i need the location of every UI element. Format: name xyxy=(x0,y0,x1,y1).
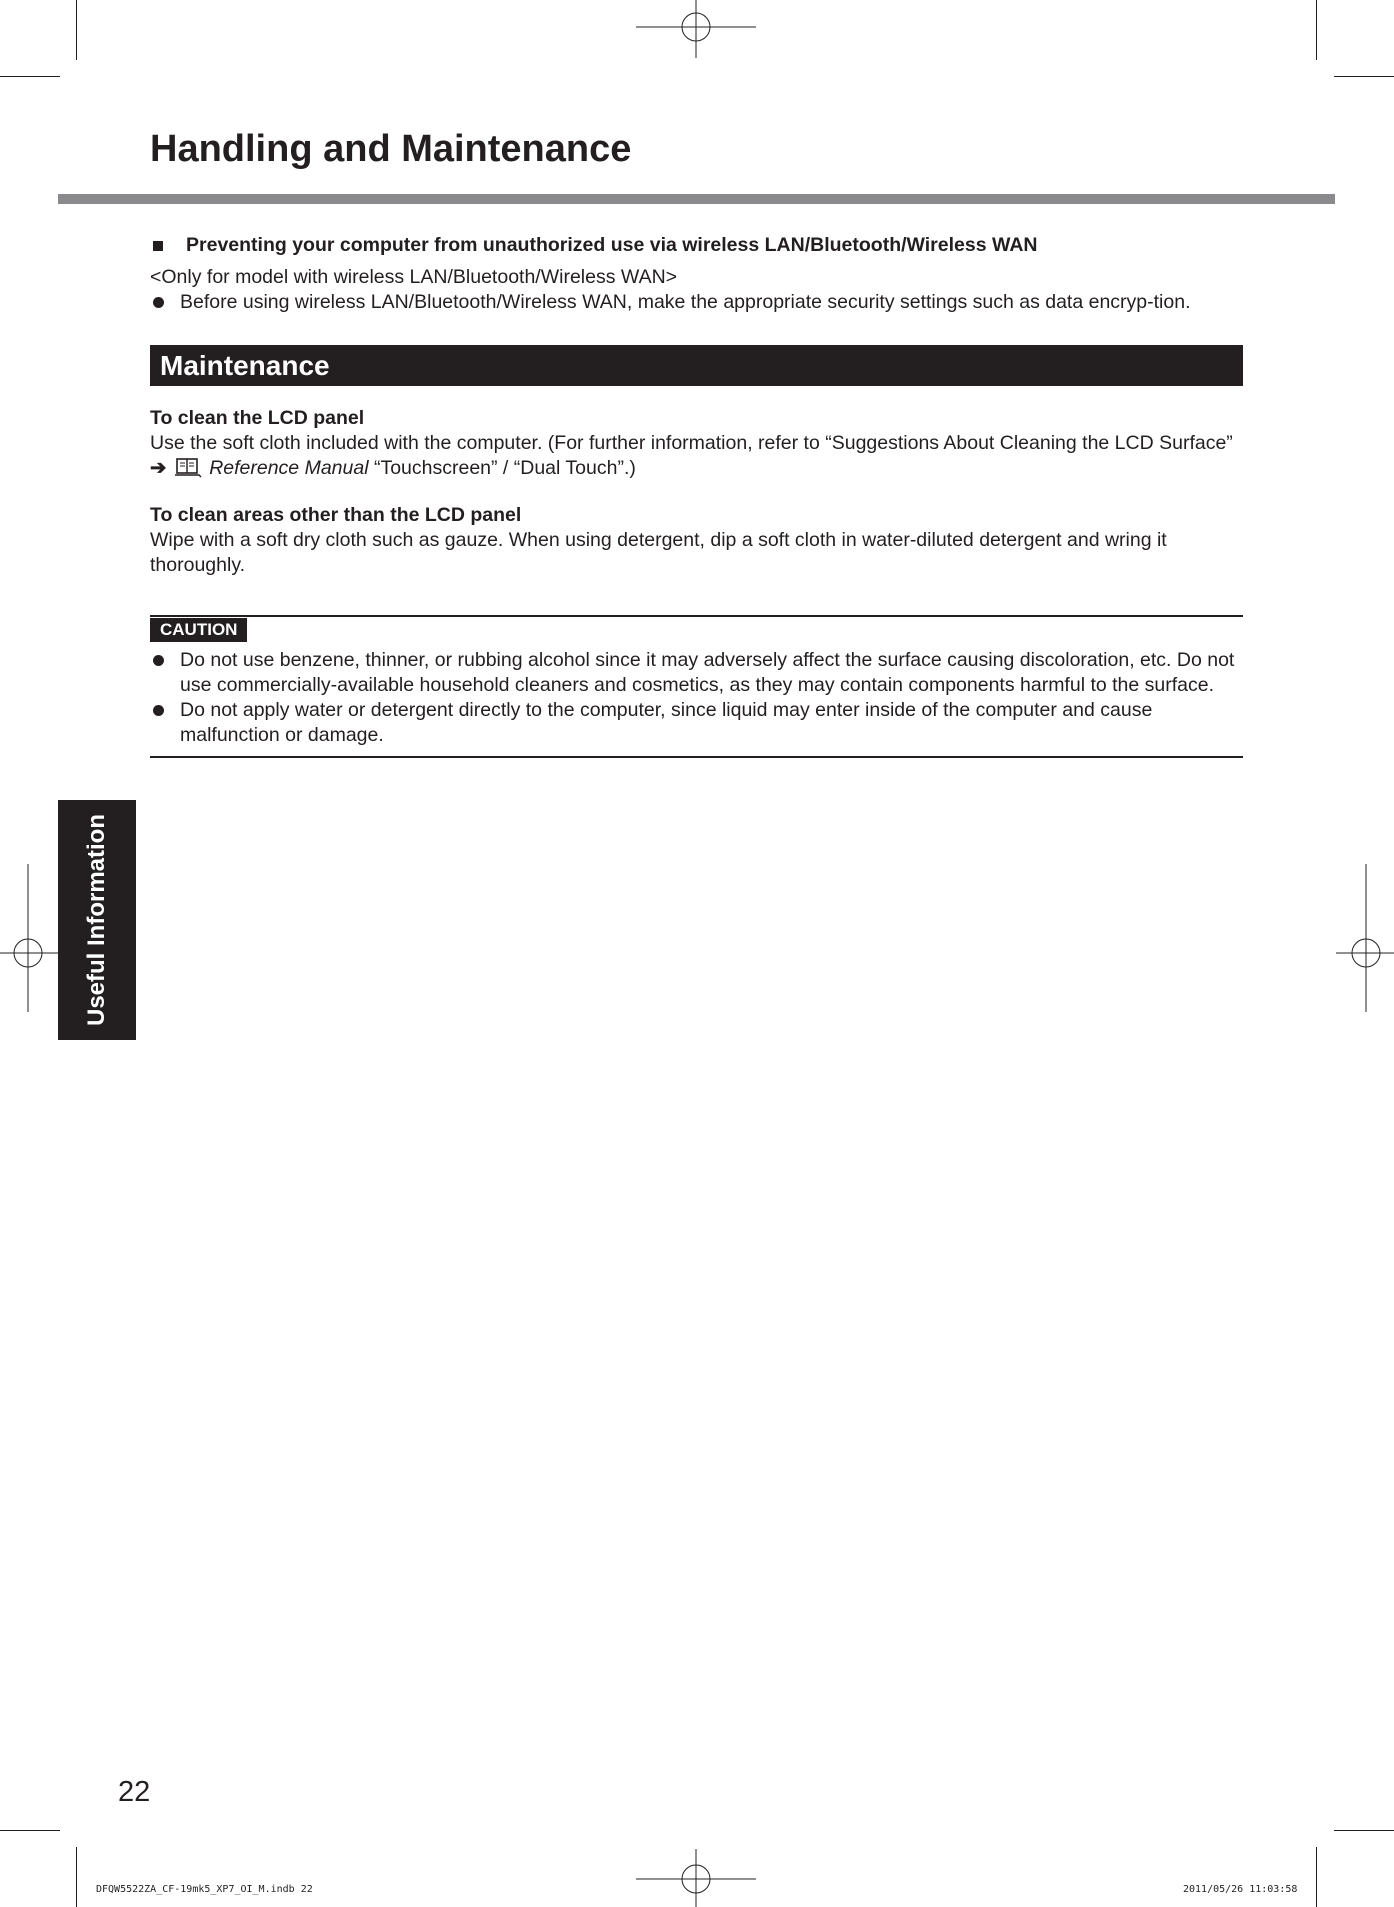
caution-list xyxy=(150,648,1243,748)
page-title: Handling and Maintenance xyxy=(150,128,632,170)
crop-mark xyxy=(1316,1847,1317,1907)
caution-box xyxy=(150,615,1243,758)
reference-manual-link: Reference Manual xyxy=(209,457,369,479)
crop-mark xyxy=(1334,76,1394,77)
crop-mark xyxy=(76,1847,77,1907)
lcd-paragraph xyxy=(150,431,1243,481)
bullet-icon xyxy=(153,297,164,308)
list-item-text: Do not apply water or detergent directly to the computer, since liquid may enter inside of the computer and cause malfunction or damage. xyxy=(180,699,1153,746)
list-item xyxy=(150,290,1243,315)
footer-filename: DFQW5522ZA_CF-19mk5_XP7_OI_M.indb 22 xyxy=(96,1884,313,1895)
crop-mark xyxy=(0,1830,60,1831)
lcd-heading: To clean the LCD panel xyxy=(150,407,365,429)
main-content xyxy=(150,233,1243,758)
wireless-heading-text: Preventing your computer from unauthorized use via wireless LAN/Bluetooth/Wireless WAN xyxy=(186,234,1038,256)
page-number: 22 xyxy=(118,1776,151,1808)
arrow-right-icon: ➔ xyxy=(150,457,167,479)
side-tab-label: Useful Information xyxy=(83,813,110,1027)
section-header-maintenance: Maintenance xyxy=(150,345,1243,386)
lcd-text-after: “Touchscreen” / “Dual Touch”.) xyxy=(373,457,636,479)
crop-mark xyxy=(1334,1830,1394,1831)
other-areas-heading: To clean areas other than the LCD panel xyxy=(150,504,522,526)
wireless-heading xyxy=(150,233,1243,258)
wireless-bullets xyxy=(150,290,1243,315)
crop-mark xyxy=(0,76,60,77)
list-item-text: Before using wireless LAN/Bluetooth/Wireless WAN, make the appropriate security settings such as data encryp-tion. xyxy=(180,291,1191,313)
lcd-text: Use the soft cloth included with the computer. (For further information, refer to “Suggestions About Cleaning the LCD Surface” xyxy=(150,432,1233,454)
square-bullet-icon xyxy=(153,241,163,251)
title-divider xyxy=(58,194,1335,204)
registration-mark xyxy=(636,0,756,58)
reference-manual-icon xyxy=(174,456,202,478)
bullet-icon xyxy=(153,655,164,666)
crop-mark xyxy=(1316,0,1317,60)
registration-mark xyxy=(0,864,58,1012)
list-item-text: Do not use benzene, thinner, or rubbing alcohol since it may adversely affect the surface causing discoloration, etc. Do not use commercially-available household cleaners and cosmetics, as they may contain components harmful to the surface. xyxy=(180,649,1235,696)
side-tab xyxy=(58,800,136,1040)
registration-mark xyxy=(636,1849,756,1907)
model-note: <Only for model with wireless LAN/Bluetooth/Wireless WAN> xyxy=(150,266,678,288)
caution-label: CAUTION xyxy=(150,618,247,642)
other-areas-paragraph: Wipe with a soft dry cloth such as gauze. When using detergent, dip a soft cloth in water-diluted detergent and wring it thoroughly. xyxy=(150,529,1167,576)
registration-mark xyxy=(1336,864,1394,1012)
list-item xyxy=(150,698,1243,748)
footer-timestamp: 2011/05/26 11:03:58 xyxy=(1183,1884,1298,1895)
bullet-icon xyxy=(153,705,164,716)
crop-mark xyxy=(76,0,77,60)
list-item xyxy=(150,648,1243,698)
